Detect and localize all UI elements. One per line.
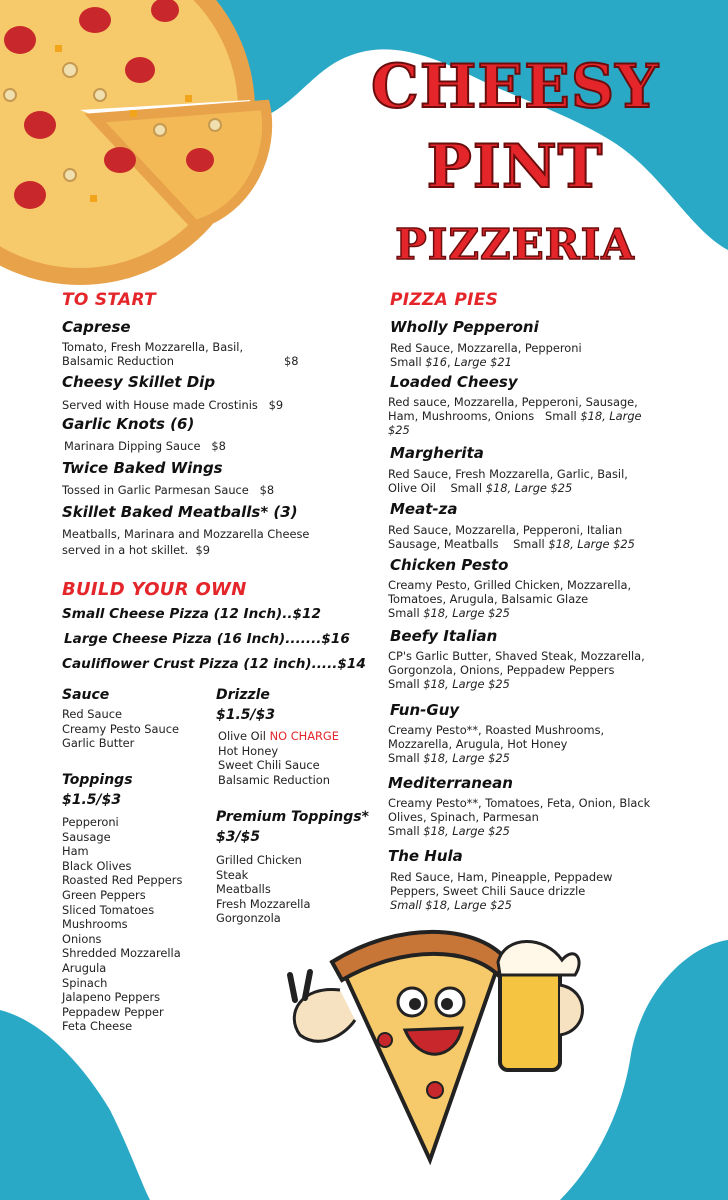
pie-desc: Creamy Pesto**, Tomatoes, Feta, Onion, Black: [388, 796, 651, 810]
list-item: Gorgonzola: [216, 911, 281, 926]
pie-price: Sausage, Meatballs Small $18, Large $25: [388, 537, 635, 551]
menu-item-desc: Meatballs, Marinara and Mozzarella Cheese: [62, 527, 310, 541]
list-item: Meatballs: [216, 882, 271, 897]
pie-price: Ham, Mushrooms, Onions Small $18, Large: [388, 409, 642, 423]
bottom-right-wave: [560, 940, 728, 1200]
pie-desc: Creamy Pesto**, Roasted Mushrooms,: [388, 723, 605, 737]
premium-title: Premium Toppings*: [216, 809, 369, 825]
list-item: Spinach: [62, 975, 108, 990]
brand-line-2: PINT: [426, 132, 604, 202]
pie-desc: Red Sauce, Mozzarella, Pepperoni, Italian: [388, 523, 623, 537]
list-item: Sliced Tomatoes: [62, 902, 155, 917]
list-item: Garlic Butter: [62, 736, 135, 751]
pie-price: Small $18, Large $25: [390, 898, 512, 912]
menu-item-desc: served in a hot skillet. $9: [62, 543, 210, 557]
list-item: Pepperoni: [62, 815, 119, 829]
menu-item-name: Skillet Baked Meatballs* (3): [62, 503, 298, 521]
pie-desc: Olives, Spinach, Parmesan: [388, 810, 539, 824]
pie-name: Margherita: [390, 444, 484, 462]
pie-desc: Mozzarella, Arugula, Hot Honey: [388, 737, 568, 751]
pie-desc: Red Sauce, Mozzarella, Pepperoni: [390, 341, 582, 355]
list-item: Balsamic Reduction: [218, 772, 330, 787]
mascot-illustration: [290, 932, 583, 1160]
pie-name: Chicken Pesto: [390, 556, 509, 574]
section-pizza-pies-heading: PIZZA PIES: [390, 290, 499, 310]
build-option: Small Cheese Pizza (12 Inch)..$12: [62, 606, 321, 622]
list-item: Roasted Red Peppers: [62, 873, 183, 888]
menu-item-name: Caprese: [62, 318, 131, 336]
list-item: Mushrooms: [62, 917, 128, 932]
menu-item-name: Cheesy Skillet Dip: [62, 373, 216, 391]
pie-name: Meat-za: [390, 500, 458, 518]
toppings-list: [62, 815, 182, 1034]
list-item: Sausage: [62, 829, 111, 844]
list-item: Shredded Mozzarella: [62, 946, 181, 961]
pie-name: Mediterranean: [388, 774, 513, 792]
brand-line-3: PIZZERIA: [395, 220, 635, 269]
brand-line-1: CHEESY: [370, 52, 660, 122]
list-item: Grilled Chicken: [216, 853, 302, 867]
list-item: Arugula: [62, 960, 107, 975]
list-item: Black Olives: [62, 858, 132, 873]
pie-desc: CP's Garlic Butter, Shaved Steak, Mozzarella,: [388, 649, 645, 663]
drizzle-price: $1.5/$3: [216, 707, 276, 723]
pie-price: Small $18, Large $25: [388, 606, 510, 620]
premium-list: [216, 853, 310, 926]
drizzle-first: Olive Oil: [218, 729, 266, 743]
bottom-left-wave: [0, 1010, 150, 1200]
list-item: Ham: [62, 844, 89, 859]
build-option: Cauliflower Crust Pizza (12 inch).....$14: [62, 656, 366, 672]
no-charge-note: NO CHARGE: [269, 729, 339, 743]
list-item: Peppadew Pepper: [62, 1004, 164, 1019]
pie-desc: Gorgonzola, Onions, Peppadew Peppers: [388, 663, 615, 677]
section-to-start-heading: TO START: [62, 290, 156, 310]
menu-item-desc: Served with House made Crostinis $9: [62, 398, 284, 412]
pie-desc: Red Sauce, Ham, Pineapple, Peppadew: [390, 870, 613, 884]
pie-name: The Hula: [388, 847, 463, 865]
menu-item-desc: Tomato, Fresh Mozzarella, Basil,: [62, 340, 244, 354]
menu-item-name: Garlic Knots (6): [62, 415, 195, 433]
pie-desc: Red sauce, Mozzarella, Pepperoni, Sausage,: [388, 395, 638, 409]
pie-price: Small $18, Large $25: [388, 751, 510, 765]
list-item: Green Peppers: [62, 887, 146, 902]
pie-price-cont: $25: [388, 423, 410, 437]
menu-item-desc: Balsamic Reduction: [62, 354, 174, 368]
pie-name: Loaded Cheesy: [390, 373, 518, 391]
pie-name: Fun-Guy: [390, 701, 460, 719]
list-item: Hot Honey: [218, 743, 279, 758]
list-item: Feta Cheese: [62, 1019, 133, 1034]
toppings-price: $1.5/$3: [62, 792, 122, 808]
list-item: Steak: [216, 867, 249, 882]
pie-price: Small $16, Large $21: [390, 355, 512, 369]
list-item: [218, 729, 339, 744]
build-option: Large Cheese Pizza (16 Inch).......$16: [64, 631, 350, 647]
toppings-title: Toppings: [62, 772, 133, 788]
menu-item-desc: Marinara Dipping Sauce $8: [64, 439, 226, 453]
list-item: Fresh Mozzarella: [216, 896, 311, 911]
premium-price: $3/$5: [216, 829, 261, 845]
menu-item-price: $8: [284, 354, 299, 368]
list-item: Jalapeno Peppers: [62, 990, 161, 1005]
section-build-heading: BUILD YOUR OWN: [62, 579, 247, 600]
list-item: Sweet Chili Sauce: [218, 758, 320, 773]
pie-desc: Creamy Pesto, Grilled Chicken, Mozzarella,: [388, 578, 632, 592]
menu-item-name: Twice Baked Wings: [62, 459, 223, 477]
pie-price: Olive Oil Small $18, Large $25: [388, 481, 573, 495]
list-item: Red Sauce: [62, 707, 122, 721]
pie-name: Wholly Pepperoni: [390, 318, 539, 336]
pie-price: Small $18, Large $25: [388, 824, 510, 838]
pie-name: Beefy Italian: [390, 627, 498, 645]
sauce-list: [62, 707, 179, 751]
pie-price: Small $18, Large $25: [388, 677, 510, 691]
list-item: Creamy Pesto Sauce: [62, 721, 179, 736]
pie-desc: Peppers, Sweet Chili Sauce drizzle: [390, 884, 586, 898]
menu-item-desc: Tossed in Garlic Parmesan Sauce $8: [62, 483, 275, 497]
list-item: Onions: [62, 931, 102, 946]
pie-desc: Red Sauce, Fresh Mozzarella, Garlic, Basil,: [388, 467, 628, 481]
pie-desc: Tomatoes, Arugula, Balsamic Glaze: [388, 592, 589, 606]
sauce-title: Sauce: [62, 687, 110, 703]
drizzle-title: Drizzle: [216, 687, 270, 703]
pizza-illustration: [0, 0, 267, 285]
drizzle-list: [218, 729, 339, 787]
